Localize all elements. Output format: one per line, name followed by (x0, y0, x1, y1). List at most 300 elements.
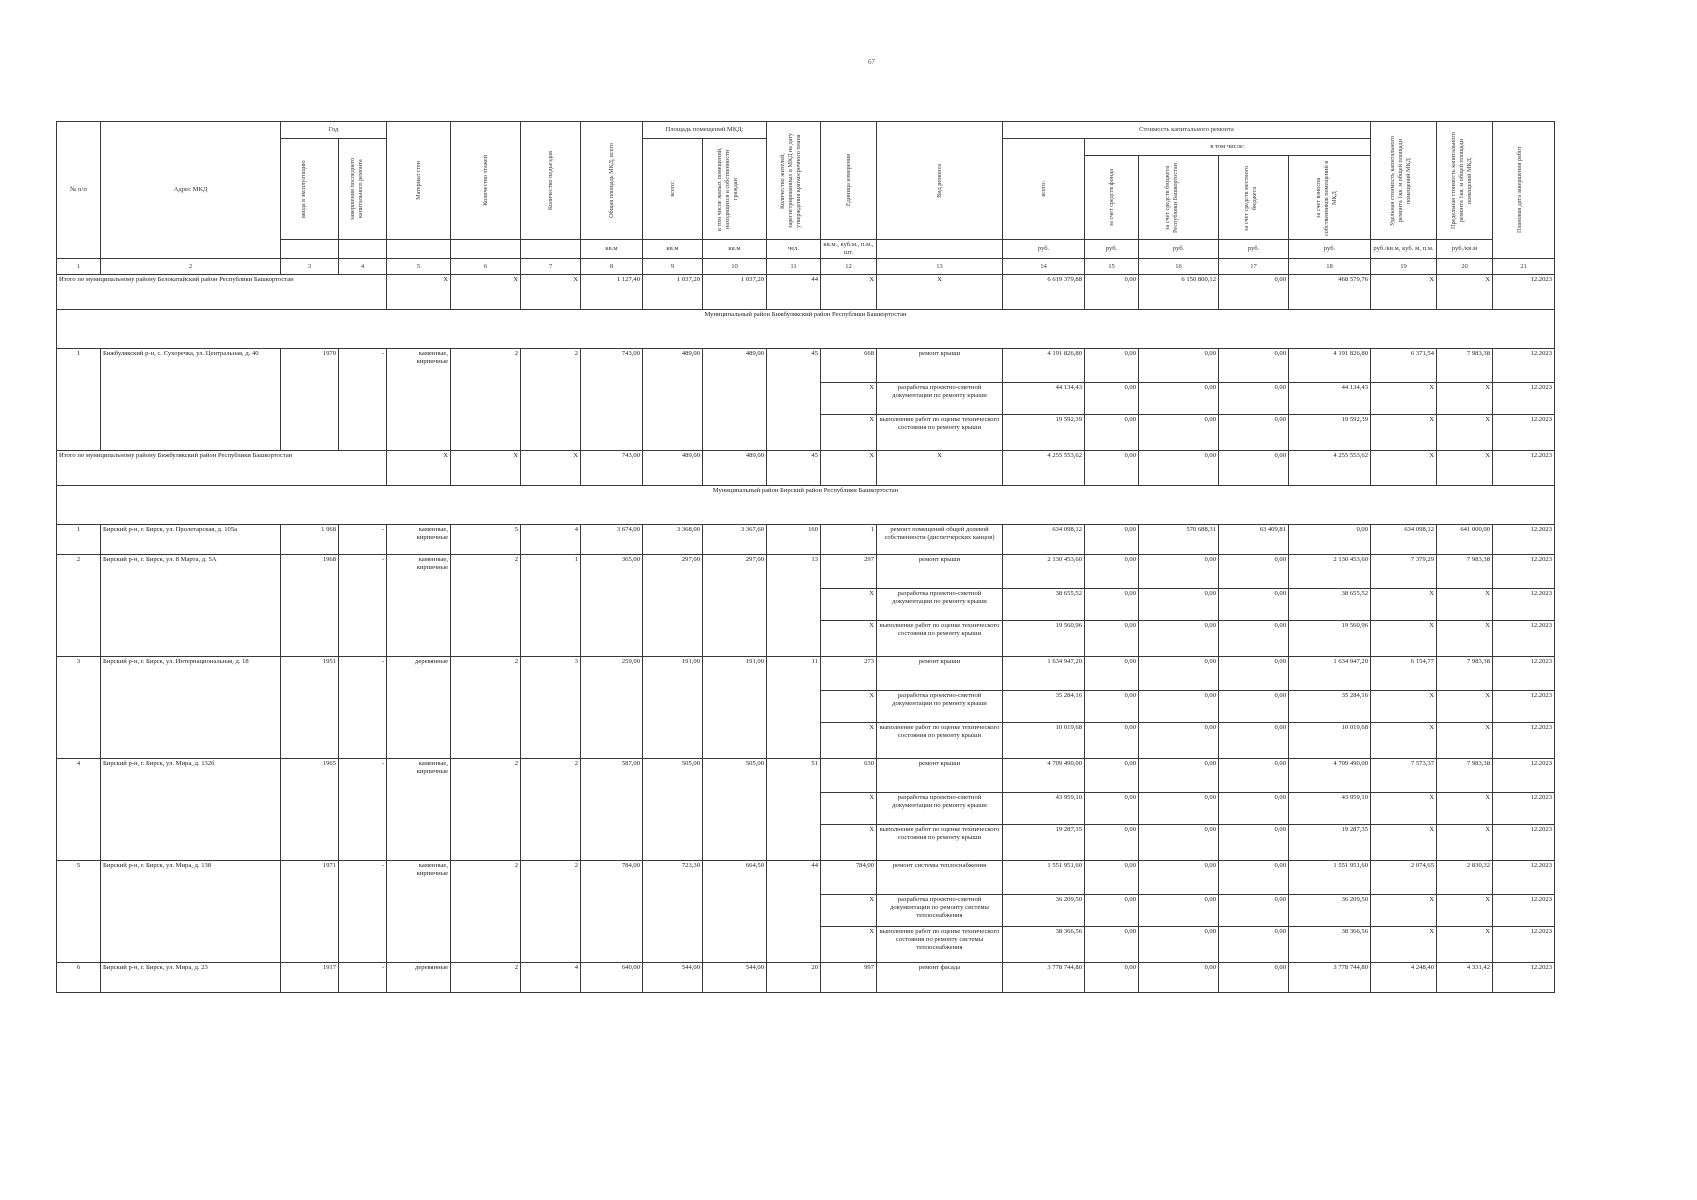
work-qty: X (821, 621, 877, 657)
table-row (57, 525, 1555, 555)
work-owners: 19 592,39 (1289, 415, 1371, 451)
work-total: 4 191 826,80 (1003, 349, 1085, 383)
row-address: Бирский р-н, г. Бирск, ул. 8 Марта, д. 5А (101, 555, 281, 657)
column-index: 10 (703, 259, 767, 275)
row-num: 4 (57, 759, 101, 861)
total-cell: 0,00 (1139, 451, 1219, 486)
work-owners: 2 130 453,60 (1289, 555, 1371, 589)
table-row (57, 963, 1555, 993)
work-total: 2 130 453,60 (1003, 555, 1085, 589)
work-local: 0,00 (1219, 927, 1289, 963)
work-qty: X (821, 589, 877, 621)
column-index: 11 (767, 259, 821, 275)
row-num: 1 (57, 349, 101, 451)
work-date: 12.2023 (1493, 723, 1555, 759)
unit-14: руб. (1003, 240, 1085, 259)
work-fund: 0,00 (1085, 621, 1139, 657)
total-date: 12.2023 (1493, 451, 1555, 486)
work-fund: 0,00 (1085, 691, 1139, 723)
work-date: 12.2023 (1493, 555, 1555, 589)
work-unit-cost: X (1371, 383, 1437, 415)
work-local: 0,00 (1219, 895, 1289, 927)
row-address: Бирский р-н, г. Бирск, ул. Мира, д. 138 (101, 861, 281, 963)
work-unit-cost: 2 074,65 (1371, 861, 1437, 895)
column-index: 13 (877, 259, 1003, 275)
header-incl: в том числе: (1085, 139, 1371, 156)
work-total: 19 287,35 (1003, 825, 1085, 861)
work-type: ремонт крыши (877, 555, 1003, 589)
work-total: 4 709 490,00 (1003, 759, 1085, 793)
total-cell: 1 037,20 (643, 275, 703, 310)
total-cell: 1 127,40 (581, 275, 643, 310)
work-total: 19 592,39 (1003, 415, 1085, 451)
column-index: 18 (1289, 259, 1371, 275)
work-region: 0,00 (1139, 895, 1219, 927)
work-owners: 38 366,56 (1289, 927, 1371, 963)
work-fund: 0,00 (1085, 349, 1139, 383)
work-total: 38 366,56 (1003, 927, 1085, 963)
header-year-group: Год (281, 122, 387, 139)
column-index: 8 (581, 259, 643, 275)
work-fund: 0,00 (1085, 383, 1139, 415)
column-index: 15 (1085, 259, 1139, 275)
work-fund: 0,00 (1085, 525, 1139, 555)
work-region: 0,00 (1139, 963, 1219, 993)
work-total: 35 284,16 (1003, 691, 1085, 723)
total-cell: X (451, 275, 521, 310)
row-repair-year: - (339, 657, 387, 759)
work-date: 12.2023 (1493, 759, 1555, 793)
work-max-cost: 7 983,38 (1437, 349, 1493, 383)
total-cell: 0,00 (1219, 451, 1289, 486)
column-index: 20 (1437, 259, 1493, 275)
work-max-cost: X (1437, 793, 1493, 825)
table-row (57, 555, 1555, 589)
work-date: 12.2023 (1493, 825, 1555, 861)
row-premises: 489,00 (643, 349, 703, 451)
work-qty: 273 (821, 657, 877, 691)
column-index: 14 (1003, 259, 1085, 275)
column-index: 7 (521, 259, 581, 275)
work-max-cost: X (1437, 927, 1493, 963)
row-address: Бирский р-н, г. Бирск, ул. Мира, д. 132б (101, 759, 281, 861)
total-cell: 4 255 553,62 (1289, 451, 1371, 486)
unit-11: чел. (767, 240, 821, 259)
row-repair-year: - (339, 349, 387, 451)
work-qty: 630 (821, 759, 877, 793)
work-local: 0,00 (1219, 383, 1289, 415)
unit-12: кв.м., куб.м., п.м., шт. (821, 240, 877, 259)
work-region: 0,00 (1139, 861, 1219, 895)
work-total: 1 551 951,60 (1003, 861, 1085, 895)
work-region: 0,00 (1139, 691, 1219, 723)
row-year: 1965 (281, 759, 339, 861)
header-floors: Количество этажей (451, 122, 521, 240)
work-fund: 0,00 (1085, 927, 1139, 963)
work-local: 0,00 (1219, 759, 1289, 793)
row-material: деревянные (387, 963, 451, 993)
work-unit-cost: X (1371, 691, 1437, 723)
work-unit-cost: X (1371, 415, 1437, 451)
row-num: 6 (57, 963, 101, 993)
work-unit-cost: X (1371, 723, 1437, 759)
column-index: 19 (1371, 259, 1437, 275)
row-residents: 51 (767, 759, 821, 861)
work-owners: 1 551 951,60 (1289, 861, 1371, 895)
work-unit-cost: X (1371, 895, 1437, 927)
row-num: 3 (57, 657, 101, 759)
row-entrances: 4 (521, 963, 581, 993)
row-premises: 544,00 (643, 963, 703, 993)
row-owned: 544,00 (703, 963, 767, 993)
total-cell: 4 255 553,62 (1003, 451, 1085, 486)
header-year-last-repair: завершения последнего капитального ремонта (339, 139, 387, 240)
row-residents: 11 (767, 657, 821, 759)
row-owned: 191,00 (703, 657, 767, 759)
work-qty: X (821, 825, 877, 861)
work-local: 0,00 (1219, 589, 1289, 621)
work-max-cost: X (1437, 589, 1493, 621)
row-floors: 2 (451, 759, 521, 861)
total-cell: X (1371, 275, 1437, 310)
header-deadline: Плановая дата завершения работ (1493, 122, 1555, 259)
header-premises-total: всего: (643, 139, 703, 240)
work-date: 12.2023 (1493, 657, 1555, 691)
work-owners: 36 209,50 (1289, 895, 1371, 927)
work-type: разработка проектно-сметной документации по ремонту крыши (877, 793, 1003, 825)
work-qty: X (821, 723, 877, 759)
work-max-cost: X (1437, 383, 1493, 415)
row-year: 1968 (281, 555, 339, 657)
row-floors: 2 (451, 555, 521, 657)
work-fund: 0,00 (1085, 825, 1139, 861)
total-cell: 6 150 800,12 (1139, 275, 1219, 310)
total-cell: X (387, 451, 451, 486)
work-qty: 297 (821, 555, 877, 589)
work-local: 0,00 (1219, 621, 1289, 657)
row-total-area: 3 674,00 (581, 525, 643, 555)
work-local: 0,00 (1219, 861, 1289, 895)
row-total-area: 640,00 (581, 963, 643, 993)
total-label: Итого по муниципальному району Белокатайский район Республики Башкортостан (57, 275, 387, 310)
total-cell: X (877, 451, 1003, 486)
work-type: разработка проектно-сметной документации по ремонту крыши (877, 589, 1003, 621)
row-entrances: 4 (521, 525, 581, 555)
row-num: 1 (57, 525, 101, 555)
work-max-cost: X (1437, 621, 1493, 657)
work-region: 0,00 (1139, 555, 1219, 589)
work-type: разработка проектно-сметной документации по ремонту крыши (877, 383, 1003, 415)
work-region: 0,00 (1139, 927, 1219, 963)
work-region: 0,00 (1139, 383, 1219, 415)
work-fund: 0,00 (1085, 589, 1139, 621)
header-year-commission: ввода в эксплуатацию (281, 139, 339, 240)
work-max-cost: X (1437, 723, 1493, 759)
work-max-cost: X (1437, 825, 1493, 861)
work-owners: 19 287,35 (1289, 825, 1371, 861)
row-premises: 723,30 (643, 861, 703, 963)
work-type: выполнение работ по оценке технического состояния по ремонту крыши (877, 621, 1003, 657)
work-owners: 0,00 (1289, 525, 1371, 555)
total-cell: X (521, 451, 581, 486)
header-address: Адрес МКД (101, 122, 281, 259)
work-owners: 35 284,16 (1289, 691, 1371, 723)
unit-20: руб./кв.м (1437, 240, 1493, 259)
row-year: 1 968 (281, 525, 339, 555)
column-index: 3 (281, 259, 339, 275)
unit-19: руб./кв.м, куб. м, п.м. (1371, 240, 1437, 259)
row-owned: 489,00 (703, 349, 767, 451)
total-label: Итого по муниципальному району Бижбулякский район Республики Башкортостан (57, 451, 387, 486)
header-cost-total: всего: (1003, 139, 1085, 240)
work-max-cost: 2 830,32 (1437, 861, 1493, 895)
row-address: Бирский р-н, г. Бирск, ул. Пролетарская, д. 105а (101, 525, 281, 555)
work-date: 12.2023 (1493, 589, 1555, 621)
work-owners: 19 560,96 (1289, 621, 1371, 657)
work-total: 38 655,52 (1003, 589, 1085, 621)
work-region: 0,00 (1139, 793, 1219, 825)
total-cell: 44 (767, 275, 821, 310)
column-index: 16 (1139, 259, 1219, 275)
work-fund: 0,00 (1085, 759, 1139, 793)
section-bizhbulyak (57, 310, 1555, 349)
header-unit: Единица измерения (821, 122, 877, 240)
work-max-cost: X (1437, 895, 1493, 927)
row-material: каменные, кирпичные (387, 349, 451, 451)
row-repair-year: - (339, 555, 387, 657)
work-local: 0,00 (1219, 555, 1289, 589)
work-type: выполнение работ по оценке технического состояния по ремонту крыши (877, 825, 1003, 861)
row-owned: 297,00 (703, 555, 767, 657)
work-fund: 0,00 (1085, 723, 1139, 759)
work-total: 10 019,68 (1003, 723, 1085, 759)
header-cost-fund: за счет средств фонда (1085, 156, 1139, 240)
work-local: 0,00 (1219, 349, 1289, 383)
work-type: ремонт крыши (877, 759, 1003, 793)
section-birsk (57, 486, 1555, 525)
work-max-cost: 4 331,42 (1437, 963, 1493, 993)
work-fund: 0,00 (1085, 861, 1139, 895)
row-total-area: 365,00 (581, 555, 643, 657)
work-type: ремонт системы теплоснабжения (877, 861, 1003, 895)
unit-17: руб. (1219, 240, 1289, 259)
total-cell: 6 619 379,88 (1003, 275, 1085, 310)
work-qty: X (821, 927, 877, 963)
work-total: 36 209,50 (1003, 895, 1085, 927)
row-material: каменные, кирпичные (387, 555, 451, 657)
header-cost-region: за счет средств бюджета Республики Башкортостан (1139, 156, 1219, 240)
header-premises-group: Площадь помещений МКД: (643, 122, 767, 139)
work-type: ремонт крыши (877, 657, 1003, 691)
total-cell: X (387, 275, 451, 310)
work-region: 0,00 (1139, 621, 1219, 657)
work-max-cost: 7 983,38 (1437, 555, 1493, 589)
work-unit-cost: 6 371,54 (1371, 349, 1437, 383)
row-repair-year: - (339, 963, 387, 993)
work-local: 63 409,81 (1219, 525, 1289, 555)
column-index: 5 (387, 259, 451, 275)
row-num: 5 (57, 861, 101, 963)
row-entrances: 2 (521, 759, 581, 861)
work-region: 0,00 (1139, 759, 1219, 793)
row-floors: 2 (451, 861, 521, 963)
row-address: Бирский р-н, г. Бирск, ул. Интернациональная, д. 18 (101, 657, 281, 759)
column-index: 12 (821, 259, 877, 275)
row-residents: 44 (767, 861, 821, 963)
work-unit-cost: X (1371, 621, 1437, 657)
header-num: № п/п (57, 122, 101, 259)
total-date: 12.2023 (1493, 275, 1555, 310)
work-date: 12.2023 (1493, 895, 1555, 927)
work-qty: X (821, 383, 877, 415)
work-owners: 1 634 947,20 (1289, 657, 1371, 691)
work-local: 0,00 (1219, 723, 1289, 759)
header-cost-owners: за счет взносов собственников помещений в МКД (1289, 156, 1371, 240)
row-material: каменные, кирпичные (387, 759, 451, 861)
work-unit-cost: 4 248,40 (1371, 963, 1437, 993)
row-year: 1971 (281, 861, 339, 963)
work-total: 19 560,96 (1003, 621, 1085, 657)
work-region: 0,00 (1139, 349, 1219, 383)
work-unit-cost: X (1371, 927, 1437, 963)
work-local: 0,00 (1219, 415, 1289, 451)
column-index: 2 (101, 259, 281, 275)
work-fund: 0,00 (1085, 657, 1139, 691)
work-unit-cost: X (1371, 793, 1437, 825)
row-floors: 2 (451, 963, 521, 993)
work-local: 0,00 (1219, 691, 1289, 723)
row-owned: 505,00 (703, 759, 767, 861)
work-qty: X (821, 793, 877, 825)
unit-16: руб. (1139, 240, 1219, 259)
work-max-cost: X (1437, 415, 1493, 451)
work-max-cost: 7 983,38 (1437, 759, 1493, 793)
row-residents: 20 (767, 963, 821, 993)
row-year: 1970 (281, 349, 339, 451)
column-index-row (57, 259, 1555, 275)
row-premises: 3 368,00 (643, 525, 703, 555)
row-floors: 2 (451, 349, 521, 451)
row-premises: 191,00 (643, 657, 703, 759)
total-cell: X (821, 451, 877, 486)
work-date: 12.2023 (1493, 861, 1555, 895)
work-region: 0,00 (1139, 825, 1219, 861)
row-entrances: 2 (521, 349, 581, 451)
work-total: 44 134,43 (1003, 383, 1085, 415)
unit-8: кв.м (581, 240, 643, 259)
row-year: 1951 (281, 657, 339, 759)
row-address: Бижбулякский р-н, с. Сухоречка, ул. Центральная, д. 40 (101, 349, 281, 451)
row-entrances: 3 (521, 657, 581, 759)
total-cell: X (451, 451, 521, 486)
work-local: 0,00 (1219, 657, 1289, 691)
total-row-bizhbulyak (57, 451, 1555, 486)
work-unit-cost: 7 573,37 (1371, 759, 1437, 793)
row-entrances: 1 (521, 555, 581, 657)
row-address: Бирский р-н, г. Бирск, ул. Мира, д. 23 (101, 963, 281, 993)
work-qty: X (821, 691, 877, 723)
total-cell: 0,00 (1085, 275, 1139, 310)
work-owners: 43 959,10 (1289, 793, 1371, 825)
header-max-cost: Предельная стоимость капитального ремонта 1кв. м общей площади помещений МКД (1437, 122, 1493, 240)
work-fund: 0,00 (1085, 895, 1139, 927)
row-num: 2 (57, 555, 101, 657)
row-premises: 505,00 (643, 759, 703, 861)
work-local: 0,00 (1219, 793, 1289, 825)
row-material: деревянные (387, 657, 451, 759)
row-total-area: 587,00 (581, 759, 643, 861)
header-entrances: Количество подъездов (521, 122, 581, 240)
column-index: 17 (1219, 259, 1289, 275)
work-type: выполнение работ по оценке технического состояния по ремонту крыши (877, 415, 1003, 451)
work-type: выполнение работ по оценке технического состояния по ремонту системы теплоснабжения (877, 927, 1003, 963)
row-repair-year: - (339, 759, 387, 861)
capital-repair-plan-table (56, 121, 1555, 993)
total-cell: 743,00 (581, 451, 643, 486)
table-row (57, 657, 1555, 691)
work-owners: 44 134,43 (1289, 383, 1371, 415)
row-total-area: 784,00 (581, 861, 643, 963)
unit-15: руб. (1085, 240, 1139, 259)
header-cost-local: за счет средств местного бюджета (1219, 156, 1289, 240)
total-row-belokatay (57, 275, 1555, 310)
total-cell: X (1371, 451, 1437, 486)
section-title: Муниципальный район Бижбулякский район Республики Башкортостан (57, 310, 1555, 349)
header-residents: Количество жителей, зарегистрированных в МКД на дату утверждения краткосрочного плана (767, 122, 821, 240)
work-owners: 38 655,52 (1289, 589, 1371, 621)
unit-18: руб. (1289, 240, 1371, 259)
header-wall-material: Материал стен (387, 122, 451, 240)
work-type: ремонт помещений общей долевой собственности (диспетчерских канцов) (877, 525, 1003, 555)
work-max-cost: 641 000,00 (1437, 525, 1493, 555)
work-type: ремонт крыши (877, 349, 1003, 383)
unit-9: кв.м (643, 240, 703, 259)
work-date: 12.2023 (1493, 383, 1555, 415)
work-fund: 0,00 (1085, 555, 1139, 589)
work-region: 0,00 (1139, 657, 1219, 691)
work-type: разработка проектно-сметной документации по ремонту системы теплоснабжения (877, 895, 1003, 927)
row-material: каменные, кирпичные (387, 525, 451, 555)
row-entrances: 2 (521, 861, 581, 963)
work-region: 0,00 (1139, 723, 1219, 759)
table-row (57, 759, 1555, 793)
work-unit-cost: 634 098,12 (1371, 525, 1437, 555)
row-repair-year: - (339, 861, 387, 963)
column-index: 21 (1493, 259, 1555, 275)
total-cell: 468 579,76 (1289, 275, 1371, 310)
work-qty: X (821, 415, 877, 451)
total-cell: X (1437, 275, 1493, 310)
row-repair-year: - (339, 525, 387, 555)
work-date: 12.2023 (1493, 525, 1555, 555)
work-region: 0,00 (1139, 415, 1219, 451)
total-cell: 1 037,20 (703, 275, 767, 310)
work-unit-cost: X (1371, 589, 1437, 621)
total-cell: 489,00 (703, 451, 767, 486)
table-row (57, 861, 1555, 895)
work-type: ремонт фасада (877, 963, 1003, 993)
total-cell: 0,00 (1219, 275, 1289, 310)
work-max-cost: 7 983,38 (1437, 657, 1493, 691)
header-cost-group: Стоимость капитального ремонта (1003, 122, 1371, 139)
work-owners: 3 778 744,80 (1289, 963, 1371, 993)
work-type: выполнение работ по оценке технического состояния по ремонту крыши (877, 723, 1003, 759)
table-body (57, 275, 1555, 993)
total-cell: 489,00 (643, 451, 703, 486)
row-premises: 297,00 (643, 555, 703, 657)
work-unit-cost: 7 379,29 (1371, 555, 1437, 589)
row-total-area: 743,00 (581, 349, 643, 451)
